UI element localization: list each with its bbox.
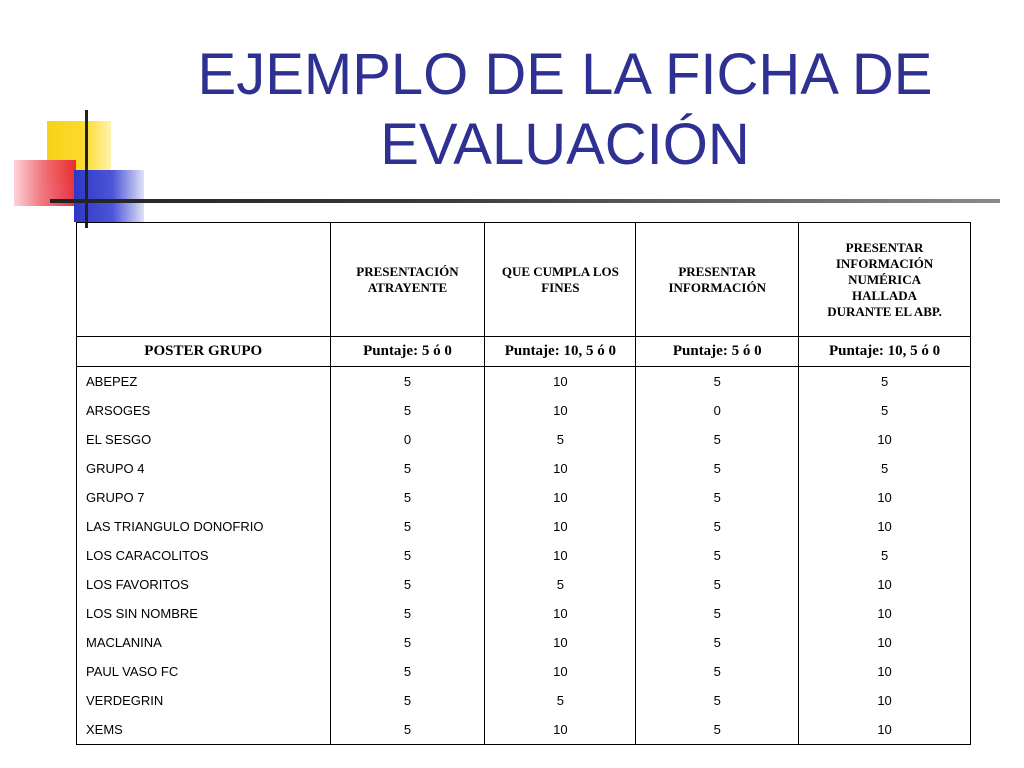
- header-text: PRESENTACIÓN ATRAYENTE: [356, 263, 459, 295]
- score-cell: 5: [799, 541, 971, 570]
- score-cell: 5: [330, 599, 485, 628]
- score-cell: 5: [330, 715, 485, 745]
- score-cell: 5: [330, 512, 485, 541]
- score-cell: 10: [485, 541, 636, 570]
- table-row: [77, 483, 971, 512]
- header-text: PRESENTAR INFORMACIÓN: [668, 263, 766, 295]
- score-cell: 5: [636, 570, 799, 599]
- score-cell: 5: [636, 657, 799, 686]
- evaluation-table: [76, 222, 971, 745]
- header-text: QUE CUMPLA LOS FINES: [501, 263, 619, 295]
- table-row: [77, 657, 971, 686]
- score-cell: 10: [485, 483, 636, 512]
- score-cell: 10: [485, 715, 636, 745]
- score-cell: 5: [330, 570, 485, 599]
- decor-horizontal-rule: [50, 199, 1000, 203]
- table-row: [77, 512, 971, 541]
- header-cell-fines: [485, 223, 636, 337]
- header-cell-info-numerica: [799, 223, 971, 337]
- group-name-cell: LOS SIN NOMBRE: [77, 599, 331, 628]
- group-name-cell: XEMS: [77, 715, 331, 745]
- score-cell: 5: [799, 367, 971, 397]
- score-cell: 10: [485, 512, 636, 541]
- score-cell: 10: [485, 367, 636, 397]
- score-cell: 5: [636, 512, 799, 541]
- score-cell: 10: [485, 628, 636, 657]
- decor-vertical-line: [85, 110, 88, 228]
- score-cell: 10: [799, 483, 971, 512]
- slide-title: EJEMPLO DE LA FICHA DE EVALUACIÓN: [197, 42, 933, 177]
- score-cell: 10: [485, 396, 636, 425]
- score-cell: 10: [799, 425, 971, 454]
- subheader-cell: Puntaje: 5 ó 0: [636, 337, 799, 367]
- score-cell: 5: [636, 599, 799, 628]
- table-row: [77, 628, 971, 657]
- score-cell: 5: [799, 454, 971, 483]
- score-cell: 5: [330, 483, 485, 512]
- group-name-cell: LOS CARACOLITOS: [77, 541, 331, 570]
- table-row: [77, 396, 971, 425]
- table-subheader-row: [77, 337, 971, 367]
- score-cell: 10: [485, 454, 636, 483]
- group-name-cell: MACLANINA: [77, 628, 331, 657]
- score-cell: 5: [636, 454, 799, 483]
- header-cell-presentacion: [330, 223, 485, 337]
- score-cell: 5: [485, 570, 636, 599]
- table-row: [77, 367, 971, 397]
- subheader-cell: Puntaje: 10, 5 ó 0: [485, 337, 636, 367]
- header-text: PRESENTAR INFORMACIÓN NUMÉRICA HALLADA DURANTE EL ABP.: [827, 239, 942, 319]
- group-name-cell: VERDEGRIN: [77, 686, 331, 715]
- group-name-cell: LOS FAVORITOS: [77, 570, 331, 599]
- score-cell: 5: [636, 715, 799, 745]
- table-row: [77, 425, 971, 454]
- score-cell: 0: [330, 425, 485, 454]
- score-cell: 5: [636, 367, 799, 397]
- score-cell: 5: [485, 425, 636, 454]
- table-row: [77, 541, 971, 570]
- group-name-cell: ARSOGES: [77, 396, 331, 425]
- score-cell: 5: [330, 454, 485, 483]
- table-row: [77, 599, 971, 628]
- header-cell-group: [77, 223, 331, 337]
- score-cell: 5: [330, 396, 485, 425]
- group-name-cell: EL SESGO: [77, 425, 331, 454]
- score-cell: 5: [330, 367, 485, 397]
- subheader-cell: POSTER GRUPO: [77, 337, 331, 367]
- score-cell: 5: [330, 686, 485, 715]
- score-cell: 5: [330, 657, 485, 686]
- score-cell: 5: [485, 686, 636, 715]
- score-cell: 10: [799, 686, 971, 715]
- score-cell: 5: [636, 483, 799, 512]
- score-cell: 10: [799, 599, 971, 628]
- subheader-cell: Puntaje: 5 ó 0: [330, 337, 485, 367]
- score-cell: 10: [799, 512, 971, 541]
- subheader-cell: Puntaje: 10, 5 ó 0: [799, 337, 971, 367]
- score-cell: 10: [799, 628, 971, 657]
- group-name-cell: GRUPO 4: [77, 454, 331, 483]
- score-cell: 5: [636, 541, 799, 570]
- score-cell: 0: [636, 396, 799, 425]
- score-cell: 5: [636, 628, 799, 657]
- header-cell-informacion: [636, 223, 799, 337]
- group-name-cell: ABEPEZ: [77, 367, 331, 397]
- table-row: [77, 570, 971, 599]
- table-row: [77, 715, 971, 745]
- table-row: [77, 454, 971, 483]
- score-cell: 10: [799, 657, 971, 686]
- score-cell: 5: [330, 628, 485, 657]
- score-cell: 5: [636, 686, 799, 715]
- group-name-cell: PAUL VASO FC: [77, 657, 331, 686]
- group-name-cell: GRUPO 7: [77, 483, 331, 512]
- score-cell: 5: [636, 425, 799, 454]
- score-cell: 10: [799, 570, 971, 599]
- score-cell: 10: [485, 599, 636, 628]
- score-cell: 10: [485, 657, 636, 686]
- score-cell: 10: [799, 715, 971, 745]
- group-name-cell: LAS TRIANGULO DONOFRIO: [77, 512, 331, 541]
- table-header-row: [77, 223, 971, 337]
- score-cell: 5: [330, 541, 485, 570]
- table-row: [77, 686, 971, 715]
- score-cell: 5: [799, 396, 971, 425]
